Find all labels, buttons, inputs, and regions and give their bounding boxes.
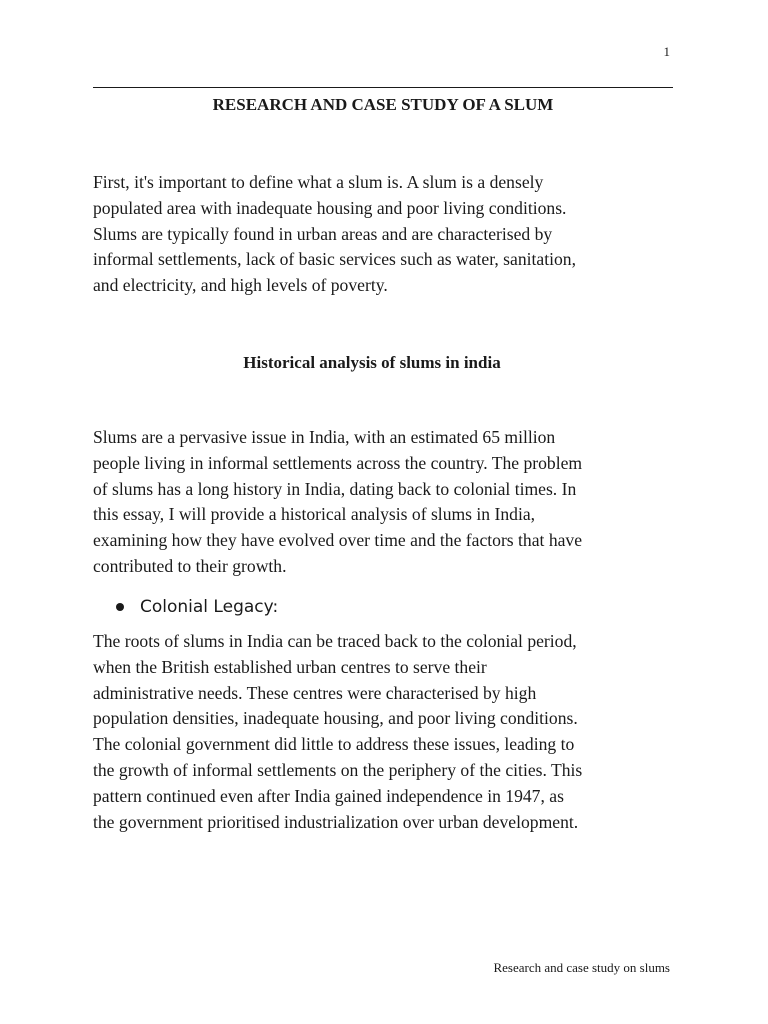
bullet-item	[116, 594, 278, 620]
text-line: informal settlements, lack of basic services such as water, sanitation,	[93, 249, 576, 270]
text-line: administrative needs. These centres were characterised by high	[93, 682, 537, 703]
text-line: examining how they have evolved over time and the factors that have	[93, 530, 583, 551]
page-number: 1	[663, 44, 670, 59]
text-line: the growth of informal settlements on the periphery of the cities. This	[93, 759, 583, 780]
text-line: populated area with inadequate housing and poor living conditions.	[93, 197, 567, 218]
text-line: the government prioritised industrialization over urban development.	[93, 811, 579, 832]
text-line: The roots of slums in India can be traced back to the colonial period,	[93, 631, 577, 651]
document-title: RESEARCH AND CASE STUDY OF A SLUM	[212, 95, 554, 114]
bullet-dot-icon	[116, 603, 124, 611]
colonial-paragraph	[93, 629, 673, 835]
header-rule	[93, 87, 673, 88]
text-line: The colonial government did little to address these issues, leading to	[93, 734, 575, 755]
bullet-label: Colonial Legacy:	[140, 597, 279, 617]
intro-paragraph	[93, 170, 673, 299]
text-line: this essay, I will provide a historical analysis of slums in India,	[93, 504, 536, 525]
page-footer: Research and case study on slums	[493, 960, 670, 975]
text-line: when the British established urban centres to serve their	[93, 656, 487, 677]
text-line: contributed to their growth.	[93, 555, 287, 576]
section-heading: Historical analysis of slums in india	[243, 353, 501, 372]
text-line: people living in informal settlements across the country. The problem	[93, 452, 583, 473]
text-line: of slums has a long history in India, dating back to colonial times. In	[93, 478, 577, 499]
text-line: pattern continued even after India gained independence in 1947, as	[93, 785, 564, 806]
text-line: population densities, inadequate housing, and poor living conditions.	[93, 708, 578, 729]
text-line: Slums are a pervasive issue in India, with an estimated 65 million	[93, 427, 556, 447]
history-paragraph	[93, 425, 673, 580]
text-line: First, it's important to define what a slum is. A slum is a densely	[93, 172, 544, 192]
text-line: Slums are typically found in urban areas and are characterised by	[93, 223, 553, 244]
text-line: and electricity, and high levels of poverty.	[93, 275, 388, 296]
